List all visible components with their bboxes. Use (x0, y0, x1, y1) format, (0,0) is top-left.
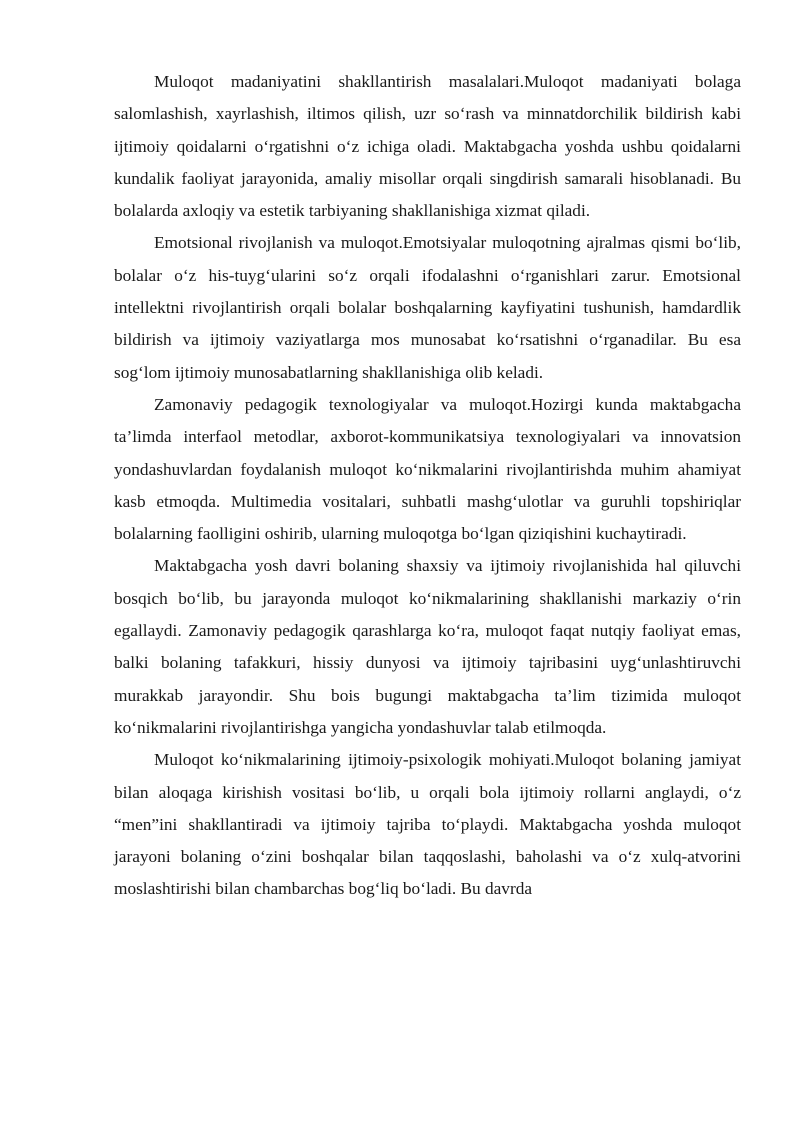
paragraph-preschool-age: Maktabgacha yosh davri bolaning shaxsiy va ijtimoiy rivojlanishida hal qiluvchi bosqich bo‘lib, bu jarayonda muloqot ko‘nikmalarining shakllanishi markaziy o‘rin egallaydi. Zamonaviy pedagogik qarashlarga ko‘ra, muloqot faqat nutqiy faoliyat emas, balki bolaning tafakkuri, hissiy dunyosi va ijtimoiy tajribasini uyg‘unlashtiruvchi murakkab jarayondir. Shu bois bugungi maktabgacha ta’lim tizimida muloqot ko‘nikmalarini rivojlantirishga yangicha yondashuvlar talab etilmoqda. (114, 556, 741, 737)
paragraph-socio-psychological: Muloqot ko‘nikmalarining ijtimoiy-psixologik mohiyati.Muloqot bolaning jamiyat bilan aloqaga kirishish vositasi bo‘lib, u orqali bola ijtimoiy rollarni anglaydi, o‘z “men”ini shakllantiradi va ijtimoiy tajriba to‘playdi. Maktabgacha yoshda muloqot jarayoni bolaning o‘zini boshqalar bilan taqqoslashi, baholashi va o‘z xulq-atvorini moslashtirishi bilan chambarchas bog‘liq bo‘ladi. Bu davrda (114, 750, 741, 899)
document-page (114, 66, 741, 906)
paragraph-culture: Muloqot madaniyatini shakllantirish masalalari.Muloqot madaniyati bolaga salomlashish, xayrlashish, iltimos qilish, uzr so‘rash va minnatdorchilik bildirish kabi ijtimoiy qoidalarni o‘rgatishni o‘z ichiga oladi. Maktabgacha yoshda ushbu qoidalarni kundalik faoliyat jarayonida, amaliy misollar orqali singdirish samarali hisoblanadi. Bu bolalarda axloqiy va estetik tarbiyaning shakllanishiga xizmat qiladi. (114, 72, 741, 221)
paragraph-technologies: Zamonaviy pedagogik texnologiyalar va muloqot.Hozirgi kunda maktabgacha ta’limda interfaol metodlar, axborot-kommunikatsiya texnologiyalari va innovatsion yondashuvlardan foydalanish muloqot ko‘nikmalarini rivojlantirishda muhim ahamiyat kasb etmoqda. Multimedia vositalari, suhbatli mashg‘ulotlar va guruhli topshiriqlar bolalarning faolligini oshirib, ularning muloqotga bo‘lgan qiziqishini kuchaytiradi. (114, 394, 741, 544)
paragraph-emotional: Emotsional rivojlanish va muloqot.Emotsiyalar muloqotning ajralmas qismi bo‘lib, bolalar o‘z his-tuyg‘ularini so‘z orqali ifodalashni o‘rganishlari zarur. Emotsional intellektni rivojlantirish orqali bolalar boshqalarning kayfiyatini tushunish, hamdardlik bildirish va ijtimoiy vaziyatlarga mos munosabat ko‘rsatishni o‘rganadilar. Bu esa sog‘lom ijtimoiy munosabatlarning shakllanishiga olib keladi. (114, 233, 741, 382)
